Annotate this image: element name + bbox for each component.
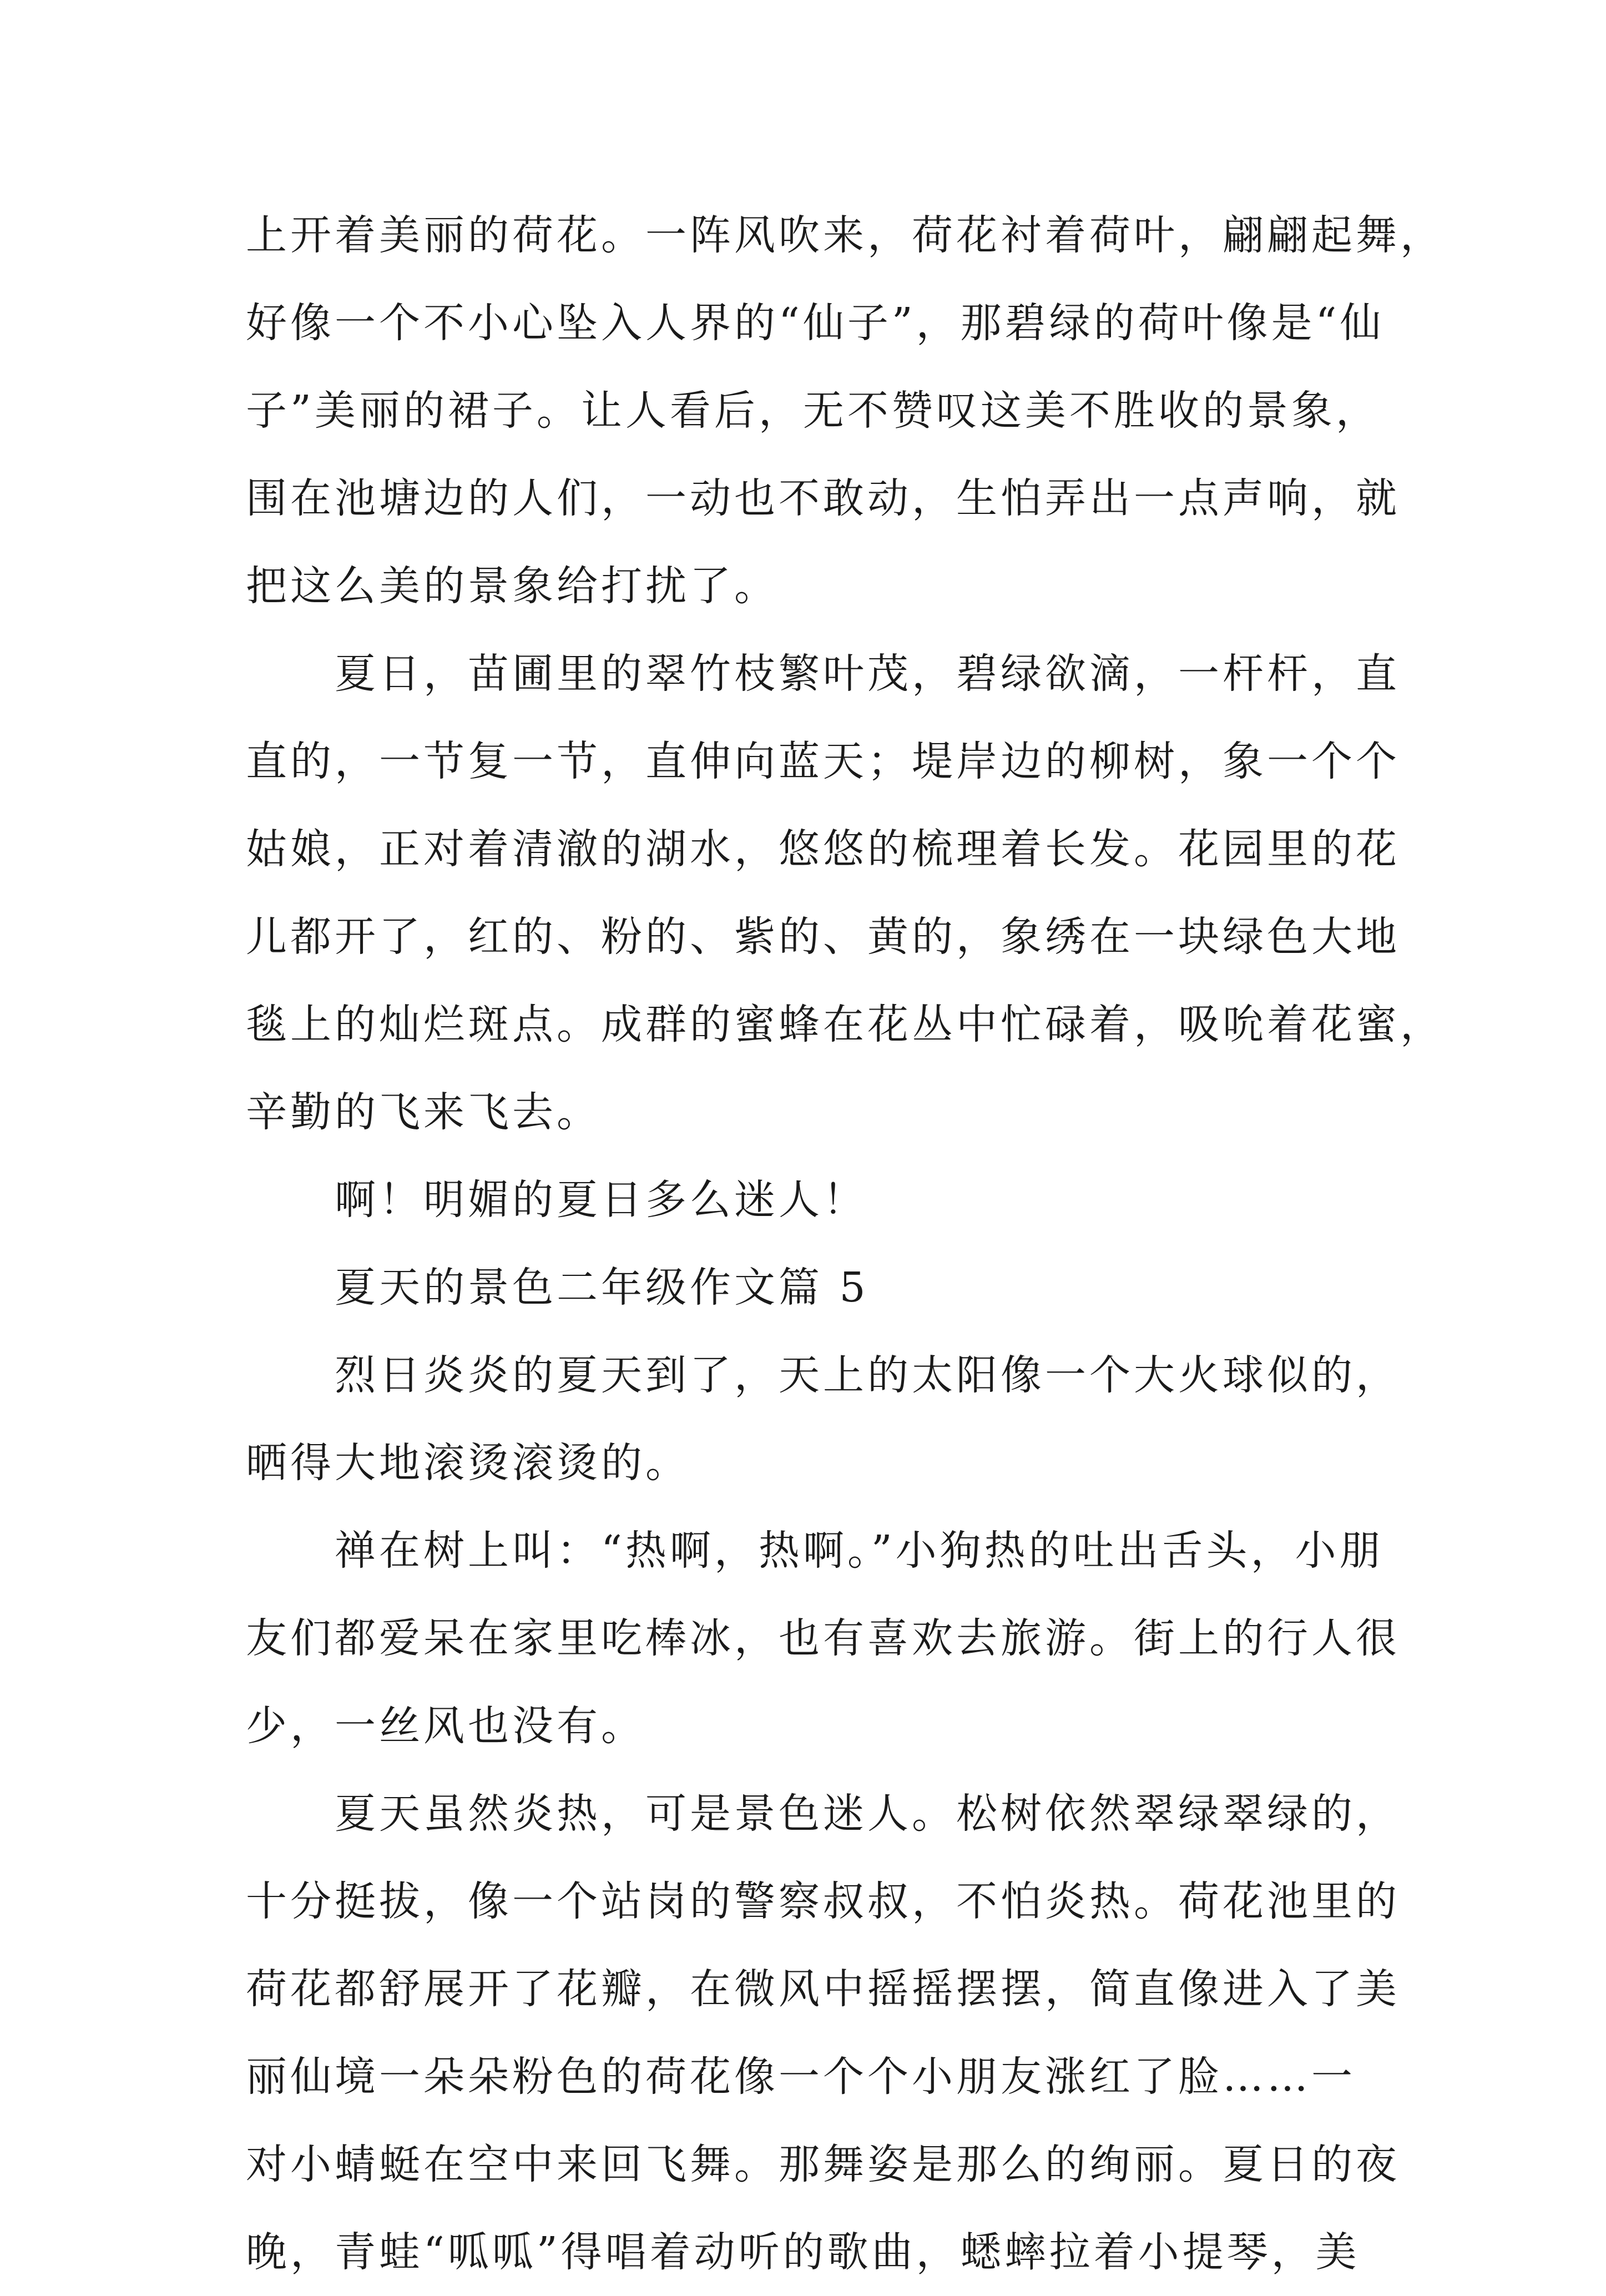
text-line: 晒得大地滚烫滚烫的。 [246, 1439, 690, 1487]
text-line: 对小蜻蜓在空中来回飞舞。那舞姿是那么的绚丽。夏日的夜 [246, 2141, 1400, 2188]
text-line: 子”美丽的裙子。让人看后，无不赞叹这美不胜收的景象， [246, 387, 1380, 435]
text-line: 围在池塘边的人们，一动也不敢动，生怕弄出一点声响，就 [246, 475, 1400, 522]
text-line: 啊！明媚的夏日多么迷人！ [335, 1176, 867, 1224]
essay-body [246, 191, 1445, 2296]
text-line: 姑娘，正对着清澈的湖水，悠悠的梳理着长发。花园里的花 [246, 825, 1400, 873]
text-line: 毯上的灿烂斑点。成群的蜜蜂在花丛中忙碌着，吸吮着花蜜， [246, 1001, 1445, 1048]
text-line: 辛勤的飞来飞去。 [246, 1088, 601, 1136]
text-line: 荷花都舒展开了花瓣，在微风中摇摇摆摆，简直像进入了美 [246, 1965, 1400, 2013]
text-line: 上开着美丽的荷花。一阵风吹来，荷花衬着荷叶，翩翩起舞， [246, 211, 1445, 259]
text-line: 十分挺拔，像一个站岗的警察叔叔，不怕炎热。荷花池里的 [246, 1878, 1400, 1925]
text-line: 好像一个不小心坠入人界的“仙子”，那碧绿的荷叶像是“仙 [246, 299, 1385, 347]
text-line: 丽仙境一朵朵粉色的荷花像一个个小朋友涨红了脸……一 [246, 2053, 1356, 2101]
text-line: 把这么美的景象给打扰了。 [246, 562, 779, 610]
text-line: 夏天虽然炎热，可是景色迷人。松树依然翠绿翠绿的， [335, 1790, 1400, 1838]
text-line: 烈日炎炎的夏天到了，天上的太阳像一个大火球似的， [335, 1351, 1400, 1399]
text-line: 直的，一节复一节，直伸向蓝天；堤岸边的柳树，象一个个 [246, 738, 1400, 785]
text-line: 少，一丝风也没有。 [246, 1702, 645, 1750]
text-line: 禅在树上叫：“热啊，热啊。”小狗热的吐出舌头，小朋 [335, 1527, 1384, 1575]
text-line: 夏天的景色二年级作文篇 5 [335, 1264, 869, 1311]
text-line: 夏日，苗圃里的翠竹枝繁叶茂，碧绿欲滴，一杆杆，直 [335, 650, 1400, 698]
text-line: 儿都开了，红的、粉的、紫的、黄的，象绣在一块绿色大地 [246, 913, 1400, 961]
text-line: 友们都爱呆在家里吃棒冰，也有喜欢去旅游。街上的行人很 [246, 1614, 1400, 1662]
text-line: 晚，青蛙“呱呱”得唱着动听的歌曲，蟋蟀拉着小提琴，美 [246, 2228, 1360, 2276]
